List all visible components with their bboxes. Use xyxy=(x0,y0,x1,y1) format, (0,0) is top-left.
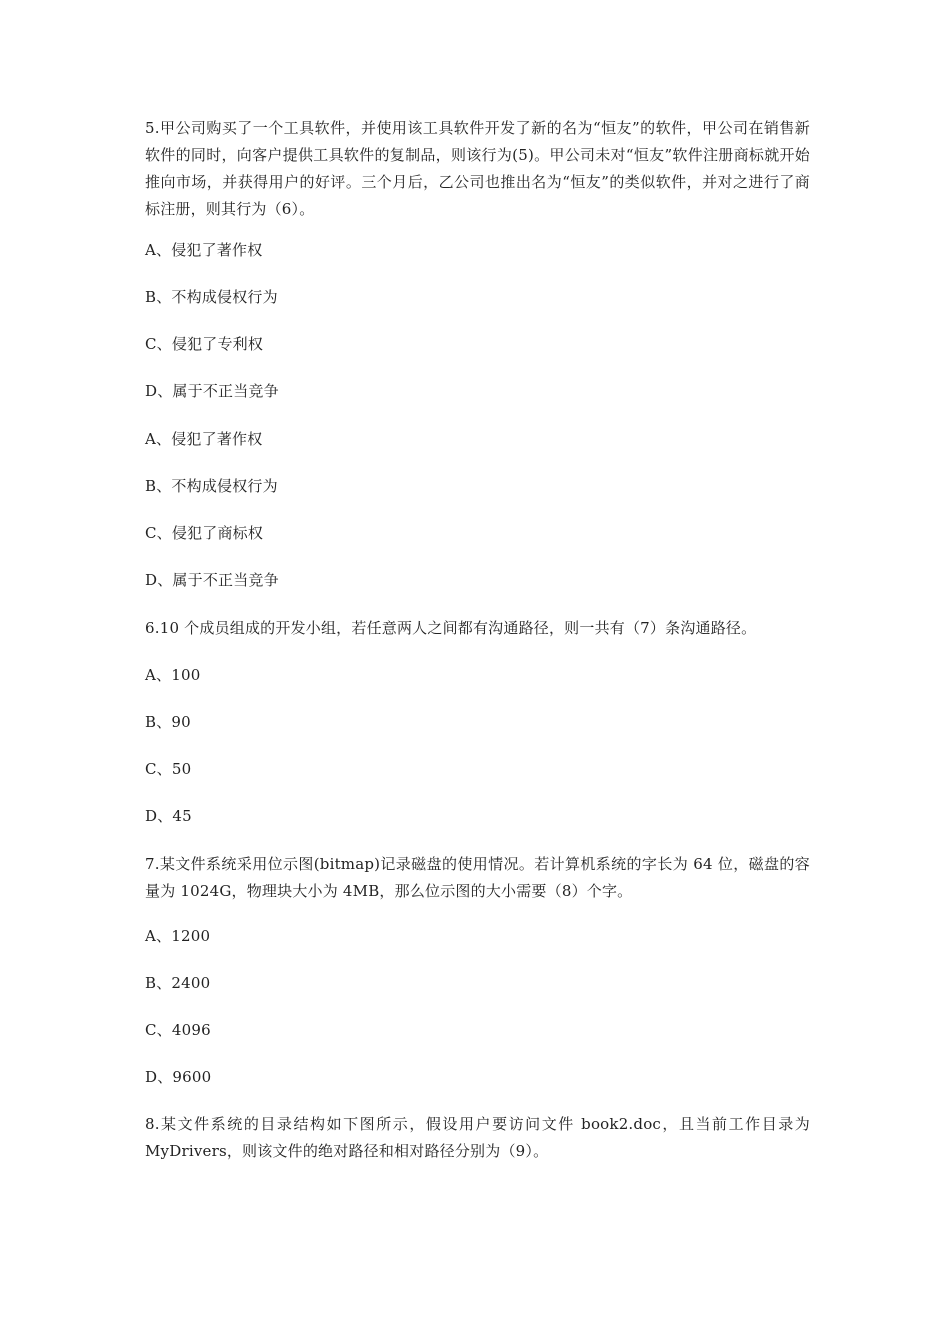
question-5-stem: 5.甲公司购买了一个工具软件，并使用该工具软件开发了新的名为“恒友”的软件，甲公司在销售新软件的同时，向客户提供工具软件的复制品，则该行为(5)。甲公司未对“恒友”软件注册商标就开始推向市场，并获得用户的好评。三个月后，乙公司也推出名为“恒友”的类似软件，并对之进行了商标注册，则其行为（6）。 xyxy=(145,119,810,218)
q7-option-c: C、50 xyxy=(145,760,192,778)
q5-option-a: A、侵犯了著作权 xyxy=(145,241,263,259)
question-6-stem: 6.10 个成员组成的开发小组，若任意两人之间都有沟通路径，则一共有（7）条沟通路径。 xyxy=(145,619,757,637)
q5-option-d: D、属于不正当竞争 xyxy=(145,382,279,400)
q5-option-b: B、不构成侵权行为 xyxy=(145,288,278,306)
q6-option-b: B、不构成侵权行为 xyxy=(145,477,278,495)
question-7-stem: 7.某文件系统采用位示图(bitmap)记录磁盘的使用情况。若计算机系统的字长为 64 位，磁盘的容量为 1024G，物理块大小为 4MB，那么位示图的大小需要（8）个字。 xyxy=(145,855,810,900)
q8-option-b: B、2400 xyxy=(145,974,211,992)
q8-option-c: C、4096 xyxy=(145,1021,211,1039)
question-8-stem: 8.某文件系统的目录结构如下图所示，假设用户要访问文件 book2.doc，且当前工作目录为 MyDrivers，则该文件的绝对路径和相对路径分别为（9）。 xyxy=(145,1115,810,1160)
q5-option-c: C、侵犯了专利权 xyxy=(145,335,264,353)
q7-option-a: A、100 xyxy=(145,666,201,684)
q8-option-a: A、1200 xyxy=(145,927,211,945)
q7-option-d: D、45 xyxy=(145,807,192,825)
q6-option-d: D、属于不正当竞争 xyxy=(145,571,279,589)
q7-option-b: B、90 xyxy=(145,713,191,731)
q6-option-a: A、侵犯了著作权 xyxy=(145,430,263,448)
q6-option-c: C、侵犯了商标权 xyxy=(145,524,264,542)
q8-option-d: D、9600 xyxy=(145,1068,212,1086)
